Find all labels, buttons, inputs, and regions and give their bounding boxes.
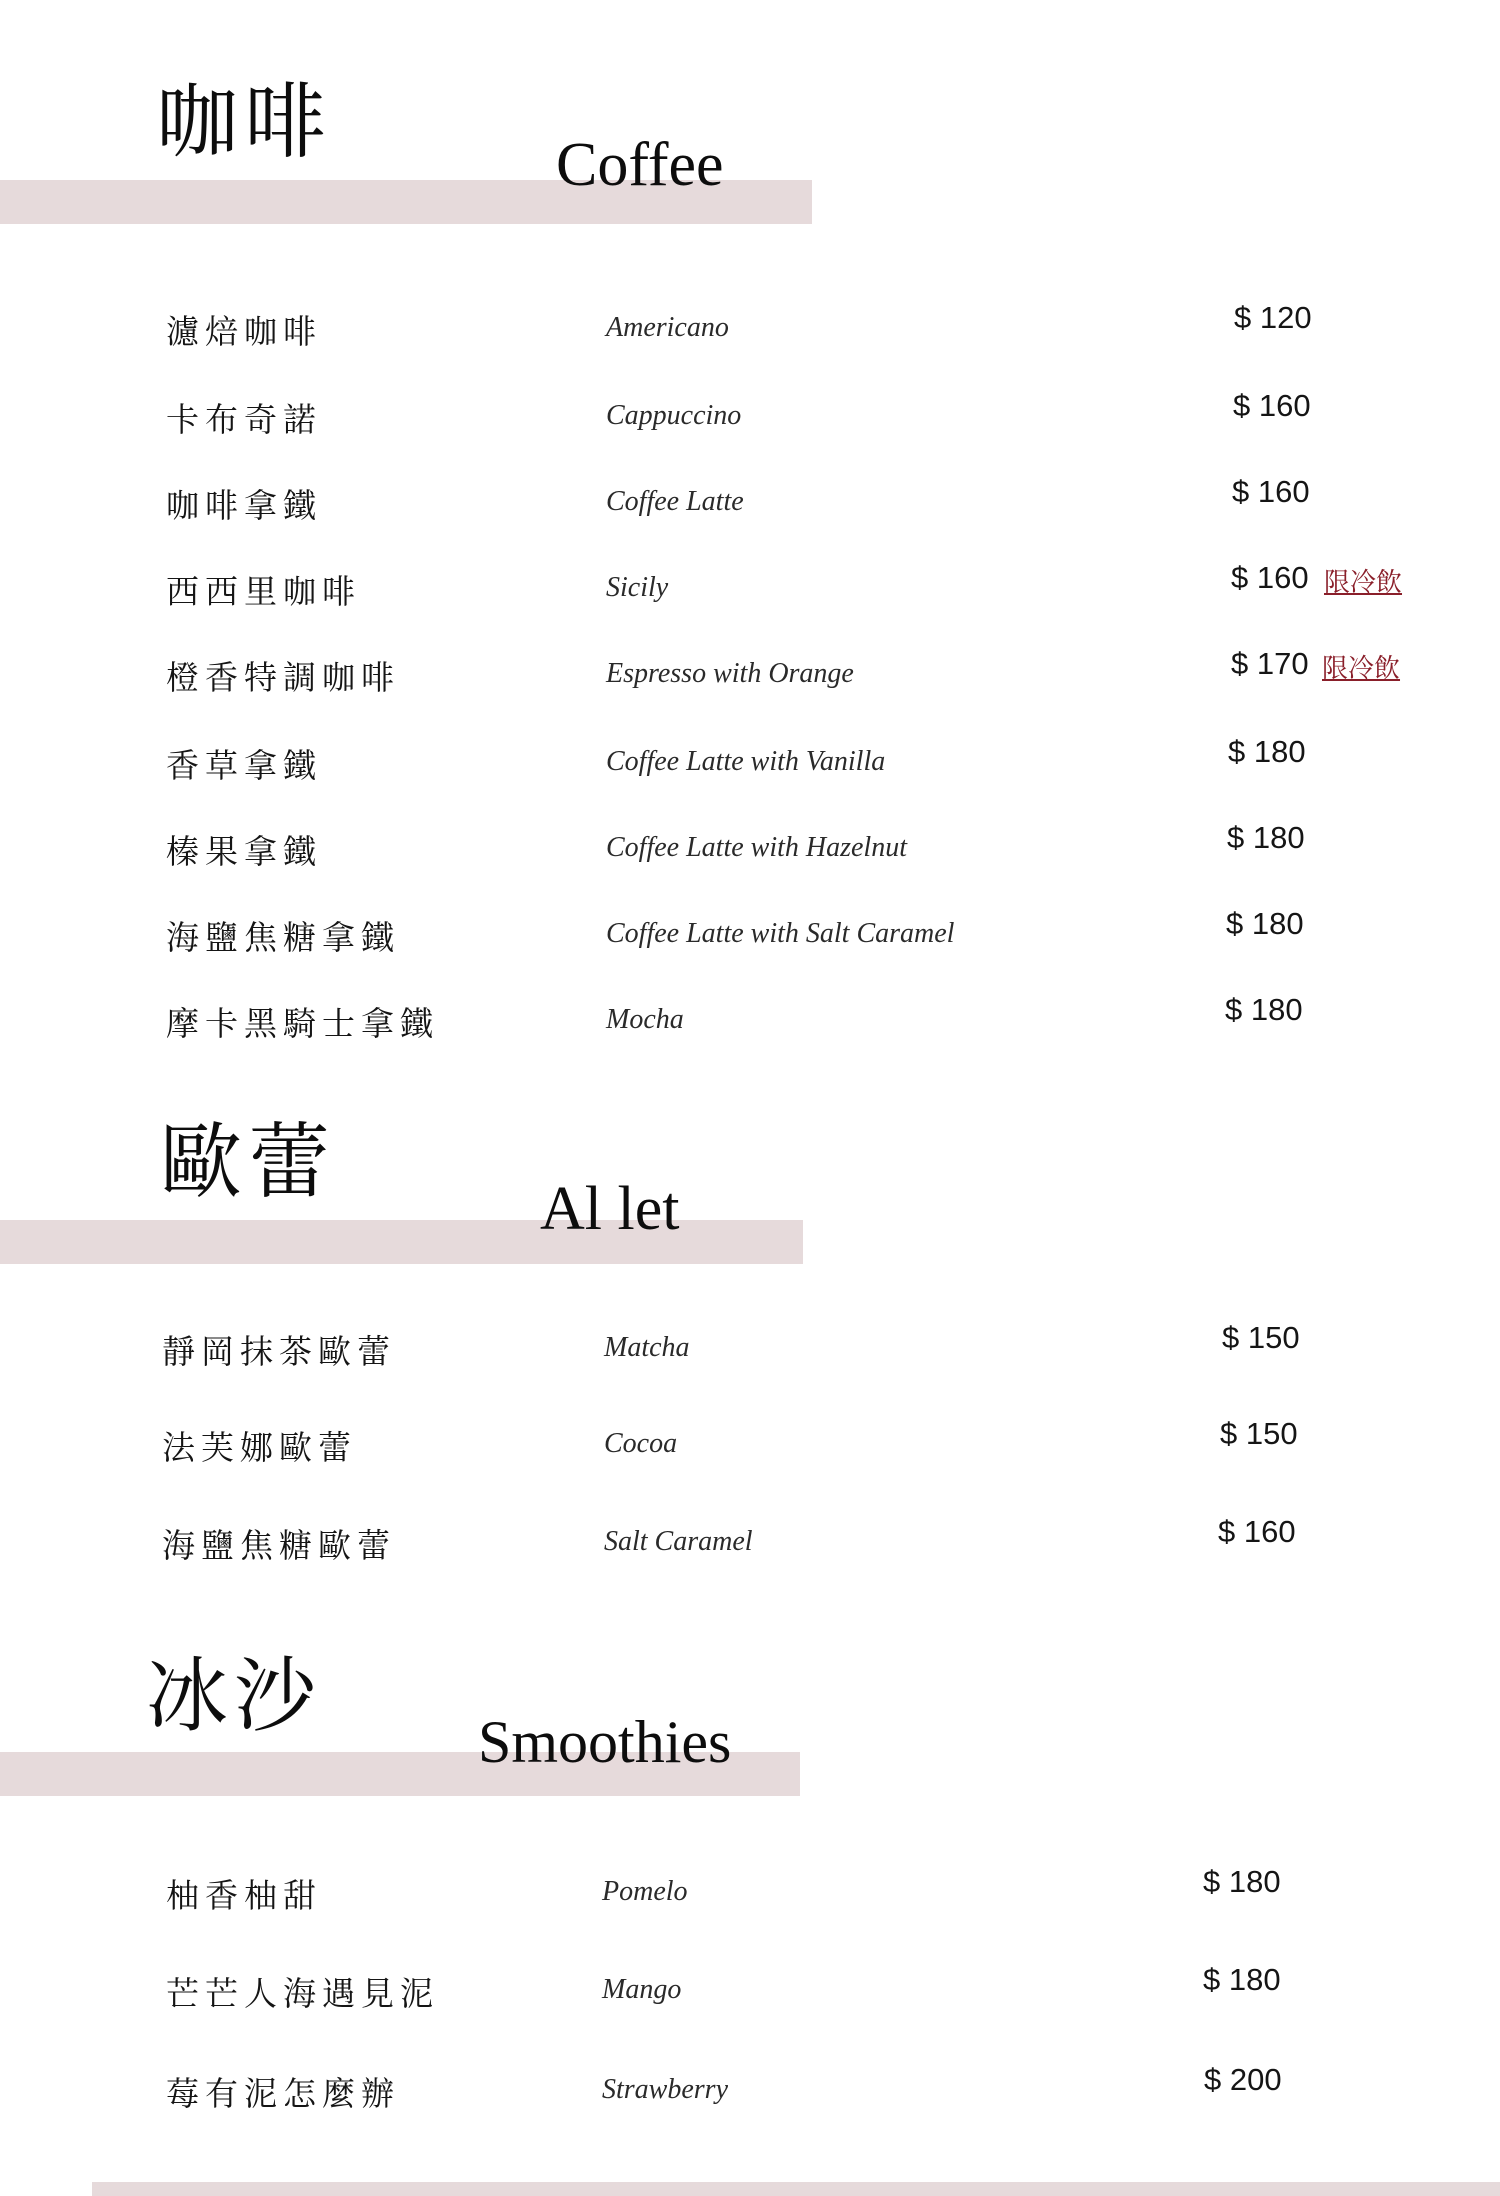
- footer-band: [92, 2182, 1500, 2196]
- item-price: $ 150: [1222, 1320, 1300, 1355]
- menu-item: [0, 1514, 1500, 1574]
- section-title-en: Smoothies: [478, 1709, 732, 1775]
- item-price: $ 120: [1234, 300, 1312, 335]
- menu-item: [0, 646, 1500, 706]
- menu-item: [0, 300, 1500, 360]
- section-title-zh: 歐蕾: [160, 1115, 337, 1210]
- section-title-en: Coffee: [556, 131, 724, 199]
- section-title-en: Al let: [540, 1175, 680, 1243]
- menu-item: [0, 474, 1500, 534]
- item-price: $ 180: [1226, 906, 1304, 941]
- menu-item: [0, 906, 1500, 966]
- cold-only-note: 限冷飲: [1324, 568, 1403, 598]
- item-name-zh: 海鹽焦糖拿鐵: [166, 918, 400, 957]
- item-price: $ 180: [1225, 992, 1303, 1027]
- item-name-zh: 香草拿鐵: [166, 746, 322, 785]
- item-name-en: Mango: [602, 1974, 682, 2005]
- item-price: $ 180: [1203, 1864, 1281, 1899]
- item-name-zh: 法芙娜歐蕾: [162, 1428, 357, 1467]
- item-name-en: Americano: [606, 312, 729, 343]
- menu-item: [0, 388, 1500, 448]
- item-name-zh: 榛果拿鐵: [166, 832, 322, 871]
- item-price: $ 180: [1228, 734, 1306, 769]
- section-title-zh: 咖啡: [156, 75, 333, 170]
- item-price: $ 160: [1232, 474, 1310, 509]
- item-name-zh: 柚香柚甜: [166, 1876, 322, 1915]
- item-name-zh: 靜岡抹茶歐蕾: [162, 1332, 396, 1371]
- menu-item: [0, 2062, 1500, 2122]
- item-price: $ 170: [1231, 646, 1309, 681]
- item-name-en: Sicily: [606, 572, 669, 603]
- item-name-zh: 橙香特調咖啡: [166, 658, 400, 697]
- item-name-en: Coffee Latte with Hazelnut: [606, 832, 907, 863]
- menu-item: [0, 820, 1500, 880]
- menu-item: [0, 1962, 1500, 2022]
- item-name-zh: 芒芒人海遇見泥: [166, 1974, 439, 2013]
- section-band: [0, 1220, 803, 1264]
- menu-item: [0, 734, 1500, 794]
- section-title-zh: 冰沙: [146, 1649, 323, 1744]
- item-name-en: Mocha: [606, 1004, 684, 1035]
- item-name-zh: 海鹽焦糖歐蕾: [162, 1526, 396, 1565]
- item-name-zh: 卡布奇諾: [166, 400, 322, 439]
- item-price: $ 180: [1203, 1962, 1281, 1997]
- item-name-en: Espresso with Orange: [606, 658, 854, 689]
- menu-item: [0, 560, 1500, 620]
- item-name-zh: 西西里咖啡: [166, 572, 361, 611]
- item-name-en: Cappuccino: [606, 400, 742, 431]
- item-name-en: Cocoa: [604, 1428, 678, 1459]
- item-name-en: Coffee Latte: [606, 486, 744, 517]
- menu-item: [0, 1320, 1500, 1380]
- item-price: $ 160: [1218, 1514, 1296, 1549]
- item-name-zh: 摩卡黑騎士拿鐵: [166, 1004, 439, 1043]
- item-name-en: Pomelo: [602, 1876, 688, 1907]
- item-name-en: Matcha: [604, 1332, 690, 1363]
- item-name-zh: 莓有泥怎麼辦: [166, 2074, 400, 2113]
- item-name-en: Strawberry: [602, 2074, 728, 2105]
- item-name-en: Coffee Latte with Salt Caramel: [606, 918, 955, 949]
- menu-item: [0, 1864, 1500, 1924]
- item-name-en: Salt Caramel: [604, 1526, 753, 1557]
- cold-only-note: 限冷飲: [1322, 654, 1401, 684]
- item-name-zh: 濾焙咖啡: [166, 312, 322, 351]
- item-price: $ 160: [1233, 388, 1311, 423]
- item-name-en: Coffee Latte with Vanilla: [606, 746, 886, 777]
- item-price: $ 180: [1227, 820, 1305, 855]
- item-price: $ 150: [1220, 1416, 1298, 1451]
- item-name-zh: 咖啡拿鐵: [166, 486, 322, 525]
- menu-item: [0, 992, 1500, 1052]
- item-price: $ 200: [1204, 2062, 1282, 2097]
- menu-item: [0, 1416, 1500, 1476]
- item-price: $ 160: [1231, 560, 1309, 595]
